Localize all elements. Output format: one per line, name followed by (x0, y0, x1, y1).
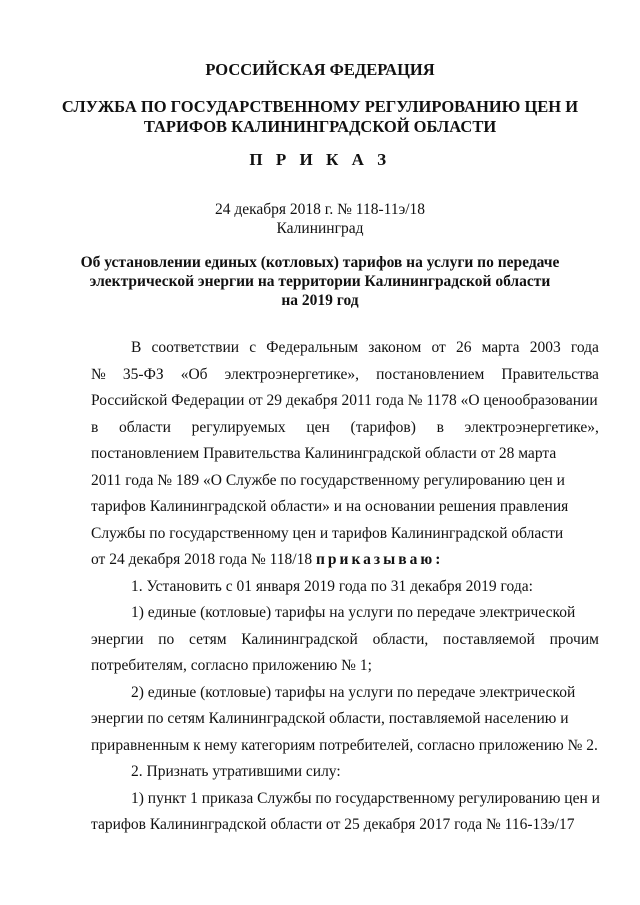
item-2-1-line2: тарифов Калининградской области от 25 декабря 2017 года № 116-13э/17 (91, 816, 575, 833)
item-1-1-line2: энергии по сетям Калининградской области, поставляемой прочим (91, 630, 599, 648)
date-number: 24 декабря 2018 г. № 118-11э/18 (214, 201, 426, 218)
item-1-2-line1: 2) единые (котловые) тарифы на услуги по передаче электрической (131, 683, 576, 701)
preamble-line-3: Российской Федерации от 29 декабря 2011 года № 1178 «О ценообразовании (91, 392, 598, 409)
preamble-line-4: в области регулируемых цен (тарифов) в электроэнергетике», (91, 418, 599, 436)
preamble-line-6: 2011 года № 189 «О Службе по государственному регулированию цен и (91, 471, 565, 489)
subject-line3: на 2019 год (281, 292, 359, 309)
subject-line2: электрической энергии на территории Калининградской области (89, 273, 551, 290)
country-title: РОССИЙСКАЯ ФЕДЕРАЦИЯ (205, 60, 435, 79)
item-2: 2. Признать утратившими силу: (131, 763, 341, 780)
agency-title-line1: СЛУЖБА ПО ГОСУДАРСТВЕННОМУ РЕГУЛИРОВАНИЮ ЦЕН И (61, 97, 579, 116)
preamble-line-8: Службы по государственному цен и тарифов Калининградской области (91, 524, 564, 542)
item-1-1-line1: 1) единые (котловые) тарифы на услуги по передаче электрической (131, 604, 576, 621)
item-1: 1. Установить с 01 января 2019 года по 31 декабря 2019 года: (131, 577, 533, 595)
subject-line1: Об установлении единых (котловых) тарифов на услуги по передаче (80, 254, 560, 271)
preamble-line-7: тарифов Калининградской области» и на основании решения правления (91, 498, 569, 515)
agency-title-line2: ТАРИФОВ КАЛИНИНГРАДСКОЙ ОБЛАСТИ (143, 117, 497, 136)
city: Калининград (276, 220, 364, 237)
preamble-line-2: № 35-ФЗ «Об электроэнергетике», постановлением Правительства (91, 365, 599, 383)
document-type: П Р И К А З (249, 150, 391, 169)
preamble-line-9: от 24 декабря 2018 года № 118/18 приказываю: (91, 551, 444, 568)
preamble-line-5: постановлением Правительства Калининградской области от 28 марта (91, 445, 557, 462)
item-2-1-line1: 1) пункт 1 приказа Службы по государственному регулированию цен и (131, 789, 600, 807)
item-1-2-line2: энергии по сетям Калининградской области, поставляемой населению и (91, 710, 569, 727)
item-1-1-line3: потребителям, согласно приложению № 1; (91, 657, 372, 674)
order-word: приказываю: (315, 551, 444, 568)
item-1-2-line3: приравненным к нему категориям потребителей, согласно приложению № 2. (91, 736, 598, 754)
document-body (91, 335, 599, 839)
preamble-line-1: В соответствии с Федеральным законом от 26 марта 2003 года (131, 339, 599, 356)
